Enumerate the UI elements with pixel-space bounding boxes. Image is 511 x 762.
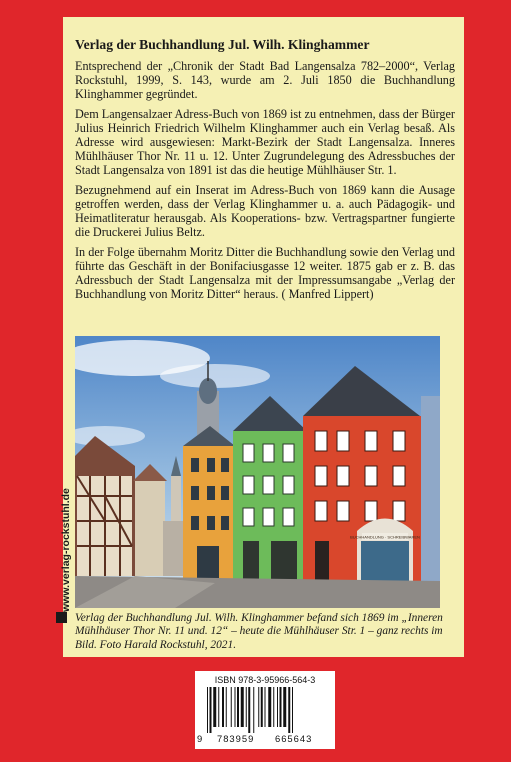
photo-caption: Verlag der Buchhandlung Jul. Wilh. Klinghammer befand sich 1869 im „Inneren Mühlhäuser Thor Nr. 11 und. 12“ – heute die Mühlhäuser Str. 1 – ganz rechts im Bild. Foto Harald Rockstuhl, 2021.	[75, 612, 443, 651]
paragraph-1: Entsprechend der „Chronik der Stadt Bad Langensalza 782–2000“, Verlag Rockstuhl, 1999, S. 143, wurde am 2. Juli 1850 die Buchhandlung Klinghammer gegründet.	[75, 59, 455, 101]
heading: Verlag der Buchhandlung Jul. Wilh. Klinghammer	[75, 37, 370, 52]
article	[75, 37, 455, 307]
publisher-url: www.verlag-rockstuhl.de	[60, 488, 72, 612]
barcode-box	[195, 671, 335, 749]
publisher-logo-icon	[56, 612, 67, 623]
paragraph-2: Dem Langensalzaer Adress-Buch von 1869 ist zu entnehmen, dass der Bürger Julius Heinrich Friedrich Wilhelm Klinghammer auch ein Verlag besaß. Als Adresse wird ausgewiesen: Markt-Bezirk der Stadt Langensalza. Inneres Mühlhäuser Thor Nr. 11 u. 12. Unter Zugrundelegung des Adressbuches der Stadt Langensalza von 1891 ist das die heutige Mühlhäuser Str. 1.	[75, 107, 455, 177]
isbn-label: ISBN 978-3-95966-564-3	[214, 675, 316, 685]
paragraph-4: In der Folge übernahm Moritz Ditter die Buchhandlung sowie den Verlag und führte das Geschäft in der Bonifaciusgasse 12 weiter. 1875 gab er z. B. das Adressbuch der Stadt Langensalza mit der Impressumsangabe „Verlag der Buchhandlung von Moritz Ditter“ heraus. ( Manfred Lippert)	[75, 245, 455, 301]
barcode-icon	[205, 687, 325, 733]
paragraph-3: Bezugnehmend auf ein Inserat im Adress-Buch von 1869 kann die Ausage getroffen werden, dass der Verlag Klinghammer u. a. auch Pädagogik- und Heimatliteratur herausgab. Als Kooperations- bzw. Vertragspartner fungierte die Druckerei Julius Beltz.	[75, 183, 455, 239]
shop-sign: BUCHHANDLUNG · SCHREIBWAREN	[350, 534, 420, 540]
barcode-left-digits: 783959	[217, 733, 255, 744]
street-photo	[75, 336, 440, 608]
barcode-first-digit: 9	[197, 733, 204, 744]
barcode-right-digits: 665643	[275, 733, 313, 744]
